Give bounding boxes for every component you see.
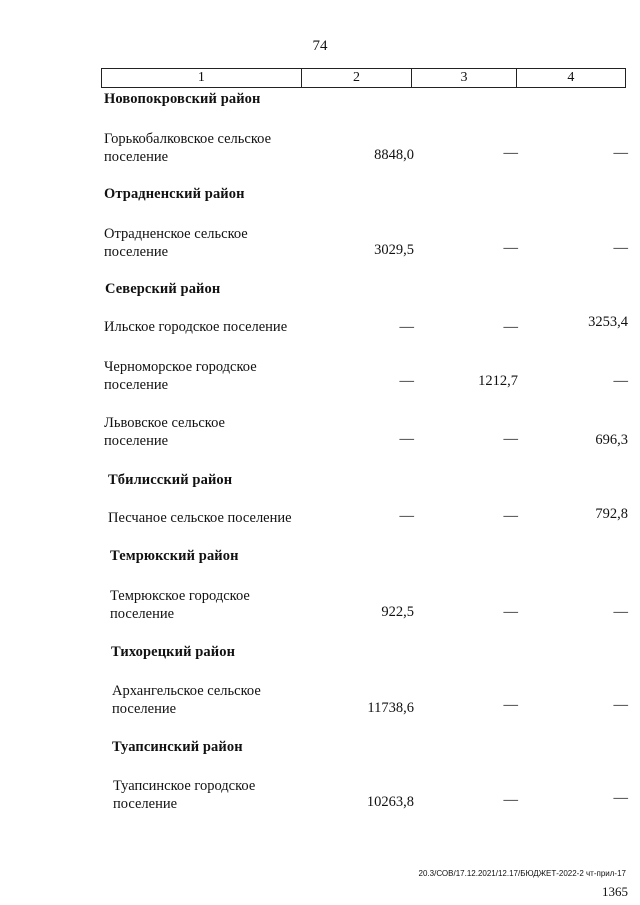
- district-heading: Темрюкский район: [110, 548, 239, 564]
- value-col-4: 792,8: [595, 506, 628, 522]
- settlement-name-line: поселение: [104, 149, 169, 165]
- settlement-name-line: поселение: [112, 701, 177, 717]
- settlement-name-line: Отрадненское сельское: [104, 226, 248, 242]
- value-col-3: —: [503, 697, 518, 713]
- column-header-3: 3: [412, 69, 516, 87]
- value-col-4: —: [613, 697, 628, 713]
- value-col-3: —: [503, 145, 518, 161]
- value-col-2: —: [399, 508, 414, 524]
- settlement-name-line: поселение: [104, 433, 169, 449]
- settlement-name: [104, 358, 304, 394]
- settlement-name: [104, 225, 304, 261]
- value-col-4: —: [613, 790, 628, 806]
- value-col-3: —: [503, 604, 518, 620]
- settlement-name: [104, 318, 334, 336]
- column-header-1: 1: [102, 69, 302, 87]
- sheet-number: 1365: [602, 884, 628, 899]
- settlement-name: [112, 682, 312, 718]
- value-col-3: —: [503, 431, 518, 447]
- value-col-4: —: [613, 240, 628, 256]
- value-col-2: —: [399, 319, 414, 335]
- settlement-name-line: Ильское городское поселение: [104, 319, 288, 335]
- value-col-2: 10263,8: [366, 794, 414, 810]
- settlement-name: [113, 777, 313, 813]
- document-code: 20.3/СОВ/17.12.2021/12.17/БЮДЖЕТ-2022-2 чт-прил-17: [418, 869, 626, 878]
- district-heading: Туапсинский район: [112, 739, 243, 755]
- value-col-3: —: [503, 319, 518, 335]
- district-heading: Тихорецкий район: [111, 644, 236, 660]
- value-col-2: 3029,5: [374, 242, 414, 258]
- value-col-3: 1212,7: [478, 373, 518, 389]
- district-heading: Новопокровский район: [104, 91, 261, 107]
- district-heading: Тбилисский район: [108, 472, 233, 488]
- settlement-name-line: поселение: [104, 244, 169, 260]
- value-col-2: 8848,0: [374, 147, 414, 163]
- settlement-name-line: поселение: [113, 796, 178, 812]
- settlement-name-line: Песчаное сельское поселение: [108, 510, 292, 526]
- value-col-3: —: [503, 508, 518, 524]
- value-col-2: 922,5: [381, 604, 414, 620]
- value-col-2: 11738,6: [367, 700, 414, 716]
- settlement-name-line: Туапсинское городское: [113, 778, 256, 794]
- column-header-4: 4: [567, 70, 575, 85]
- district-heading: Отрадненский район: [104, 186, 245, 202]
- value-col-4: 3253,4: [588, 314, 628, 330]
- settlement-name: [110, 587, 310, 623]
- value-col-2: —: [399, 431, 414, 447]
- table-column-header: [101, 68, 626, 88]
- settlement-name: [104, 130, 304, 166]
- page-number: 74: [312, 38, 328, 54]
- value-col-3: —: [503, 792, 518, 808]
- district-heading: Северский район: [105, 281, 221, 297]
- settlement-name-line: Архангельское сельское: [112, 683, 261, 699]
- value-col-4: 696,3: [595, 432, 628, 448]
- value-col-4: —: [613, 145, 628, 161]
- settlement-name: [104, 414, 304, 450]
- settlement-name-line: Темрюкское городское: [110, 588, 250, 604]
- settlement-name-line: Черноморское городское: [104, 359, 257, 375]
- value-col-4: —: [613, 373, 628, 389]
- value-col-4: —: [613, 604, 628, 620]
- column-header-2: 2: [302, 69, 412, 87]
- settlement-name-line: поселение: [104, 377, 169, 393]
- value-col-2: —: [399, 373, 414, 389]
- settlement-name: [108, 509, 338, 527]
- value-col-3: —: [503, 240, 518, 256]
- settlement-name-line: поселение: [110, 606, 175, 622]
- settlement-name-line: Горькобалковское сельское: [104, 131, 272, 147]
- settlement-name-line: Львовское сельское: [104, 415, 225, 431]
